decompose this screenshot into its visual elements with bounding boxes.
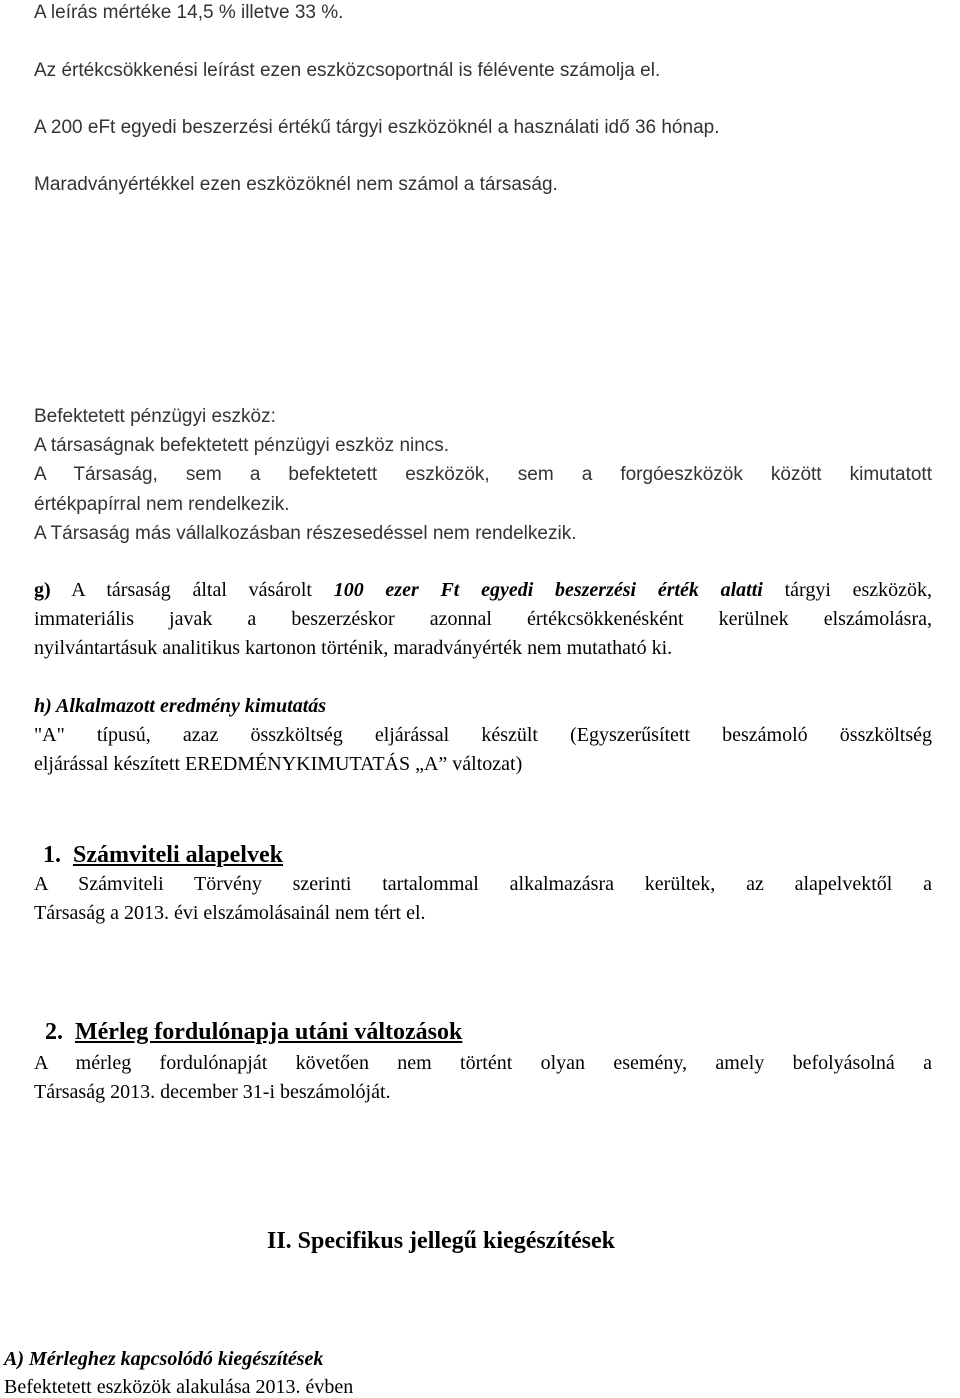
text-line: A mérleg fordulónapját követően nem történt olyan esemény, amely befolyásolná a	[34, 1052, 932, 1074]
text-span: tárgyi eszközök,	[762, 579, 933, 601]
heading-text: Számviteli alapelvek	[73, 842, 283, 868]
text-line: A Számviteli Törvény szerinti tartalommal alkalmazásra kerültek, az alapelvektől a	[34, 873, 932, 895]
section-heading	[43, 843, 283, 867]
text-line: A Társaság más vállalkozásban részesedéssel nem rendelkezik.	[34, 523, 577, 544]
text-line: Befektetett eszközök alakulása 2013. évben	[4, 1376, 354, 1398]
text-line: "A" típusú, azaz összköltség eljárással készült (Egyszerűsített beszámoló összköltség	[34, 724, 932, 746]
heading-text: Alkalmazott eredmény kimutatás	[51, 695, 327, 717]
section-heading	[45, 1020, 462, 1044]
subsection-title: A) Mérleghez kapcsolódó kiegészítések	[4, 1348, 324, 1370]
heading-text: Mérleg fordulónapja utáni változások	[75, 1019, 463, 1045]
text-line: Az értékcsökkenési leírást ezen eszközcsoportnál is félévente számolja el.	[34, 60, 661, 81]
text-line: eljárással készített EREDMÉNYKIMUTATÁS „A” változat)	[34, 753, 523, 775]
heading-number: 1.	[43, 842, 61, 868]
text-line: Társaság 2013. december 31-i beszámolóját.	[34, 1081, 391, 1103]
text-line: Társaság a 2013. évi elszámolásainál nem tért el.	[34, 902, 426, 924]
text-line: A 200 eFt egyedi beszerzési értékű tárgyi eszközöknél a használati idő 36 hónap.	[34, 117, 720, 138]
text-span: A társaság által vásárolt	[50, 579, 334, 601]
emphasis-text: 100 ezer Ft egyedi beszerzési érték alatti	[333, 579, 763, 601]
section-title	[34, 696, 326, 716]
text-line: értékpapírral nem rendelkezik.	[34, 494, 290, 515]
item-marker: g)	[34, 579, 51, 601]
chapter-heading: II. Specifikus jellegű kiegészítések	[267, 1228, 615, 1254]
text-line: A Társaság, sem a befektetett eszközök, sem a forgóeszközök között kimutatott	[34, 464, 932, 485]
text-line: immateriális javak a beszerzéskor azonnal értékcsökkenésként kerülnek elszámolásra,	[34, 608, 932, 630]
heading-number: 2.	[45, 1019, 63, 1045]
item-marker: h)	[34, 695, 52, 717]
text-line: A társaságnak befektetett pénzügyi eszköz nincs.	[34, 435, 450, 456]
paragraph-g-line	[34, 580, 932, 600]
text-line: nyilvántartásuk analitikus kartonon történik, maradványérték nem mutatható ki.	[34, 637, 673, 659]
text-line: Maradványértékkel ezen eszközöknél nem számol a társaság.	[34, 174, 558, 195]
section-title: Befektetett pénzügyi eszköz:	[34, 406, 276, 427]
text-line: A leírás mértéke 14,5 % illetve 33 %.	[34, 2, 344, 23]
